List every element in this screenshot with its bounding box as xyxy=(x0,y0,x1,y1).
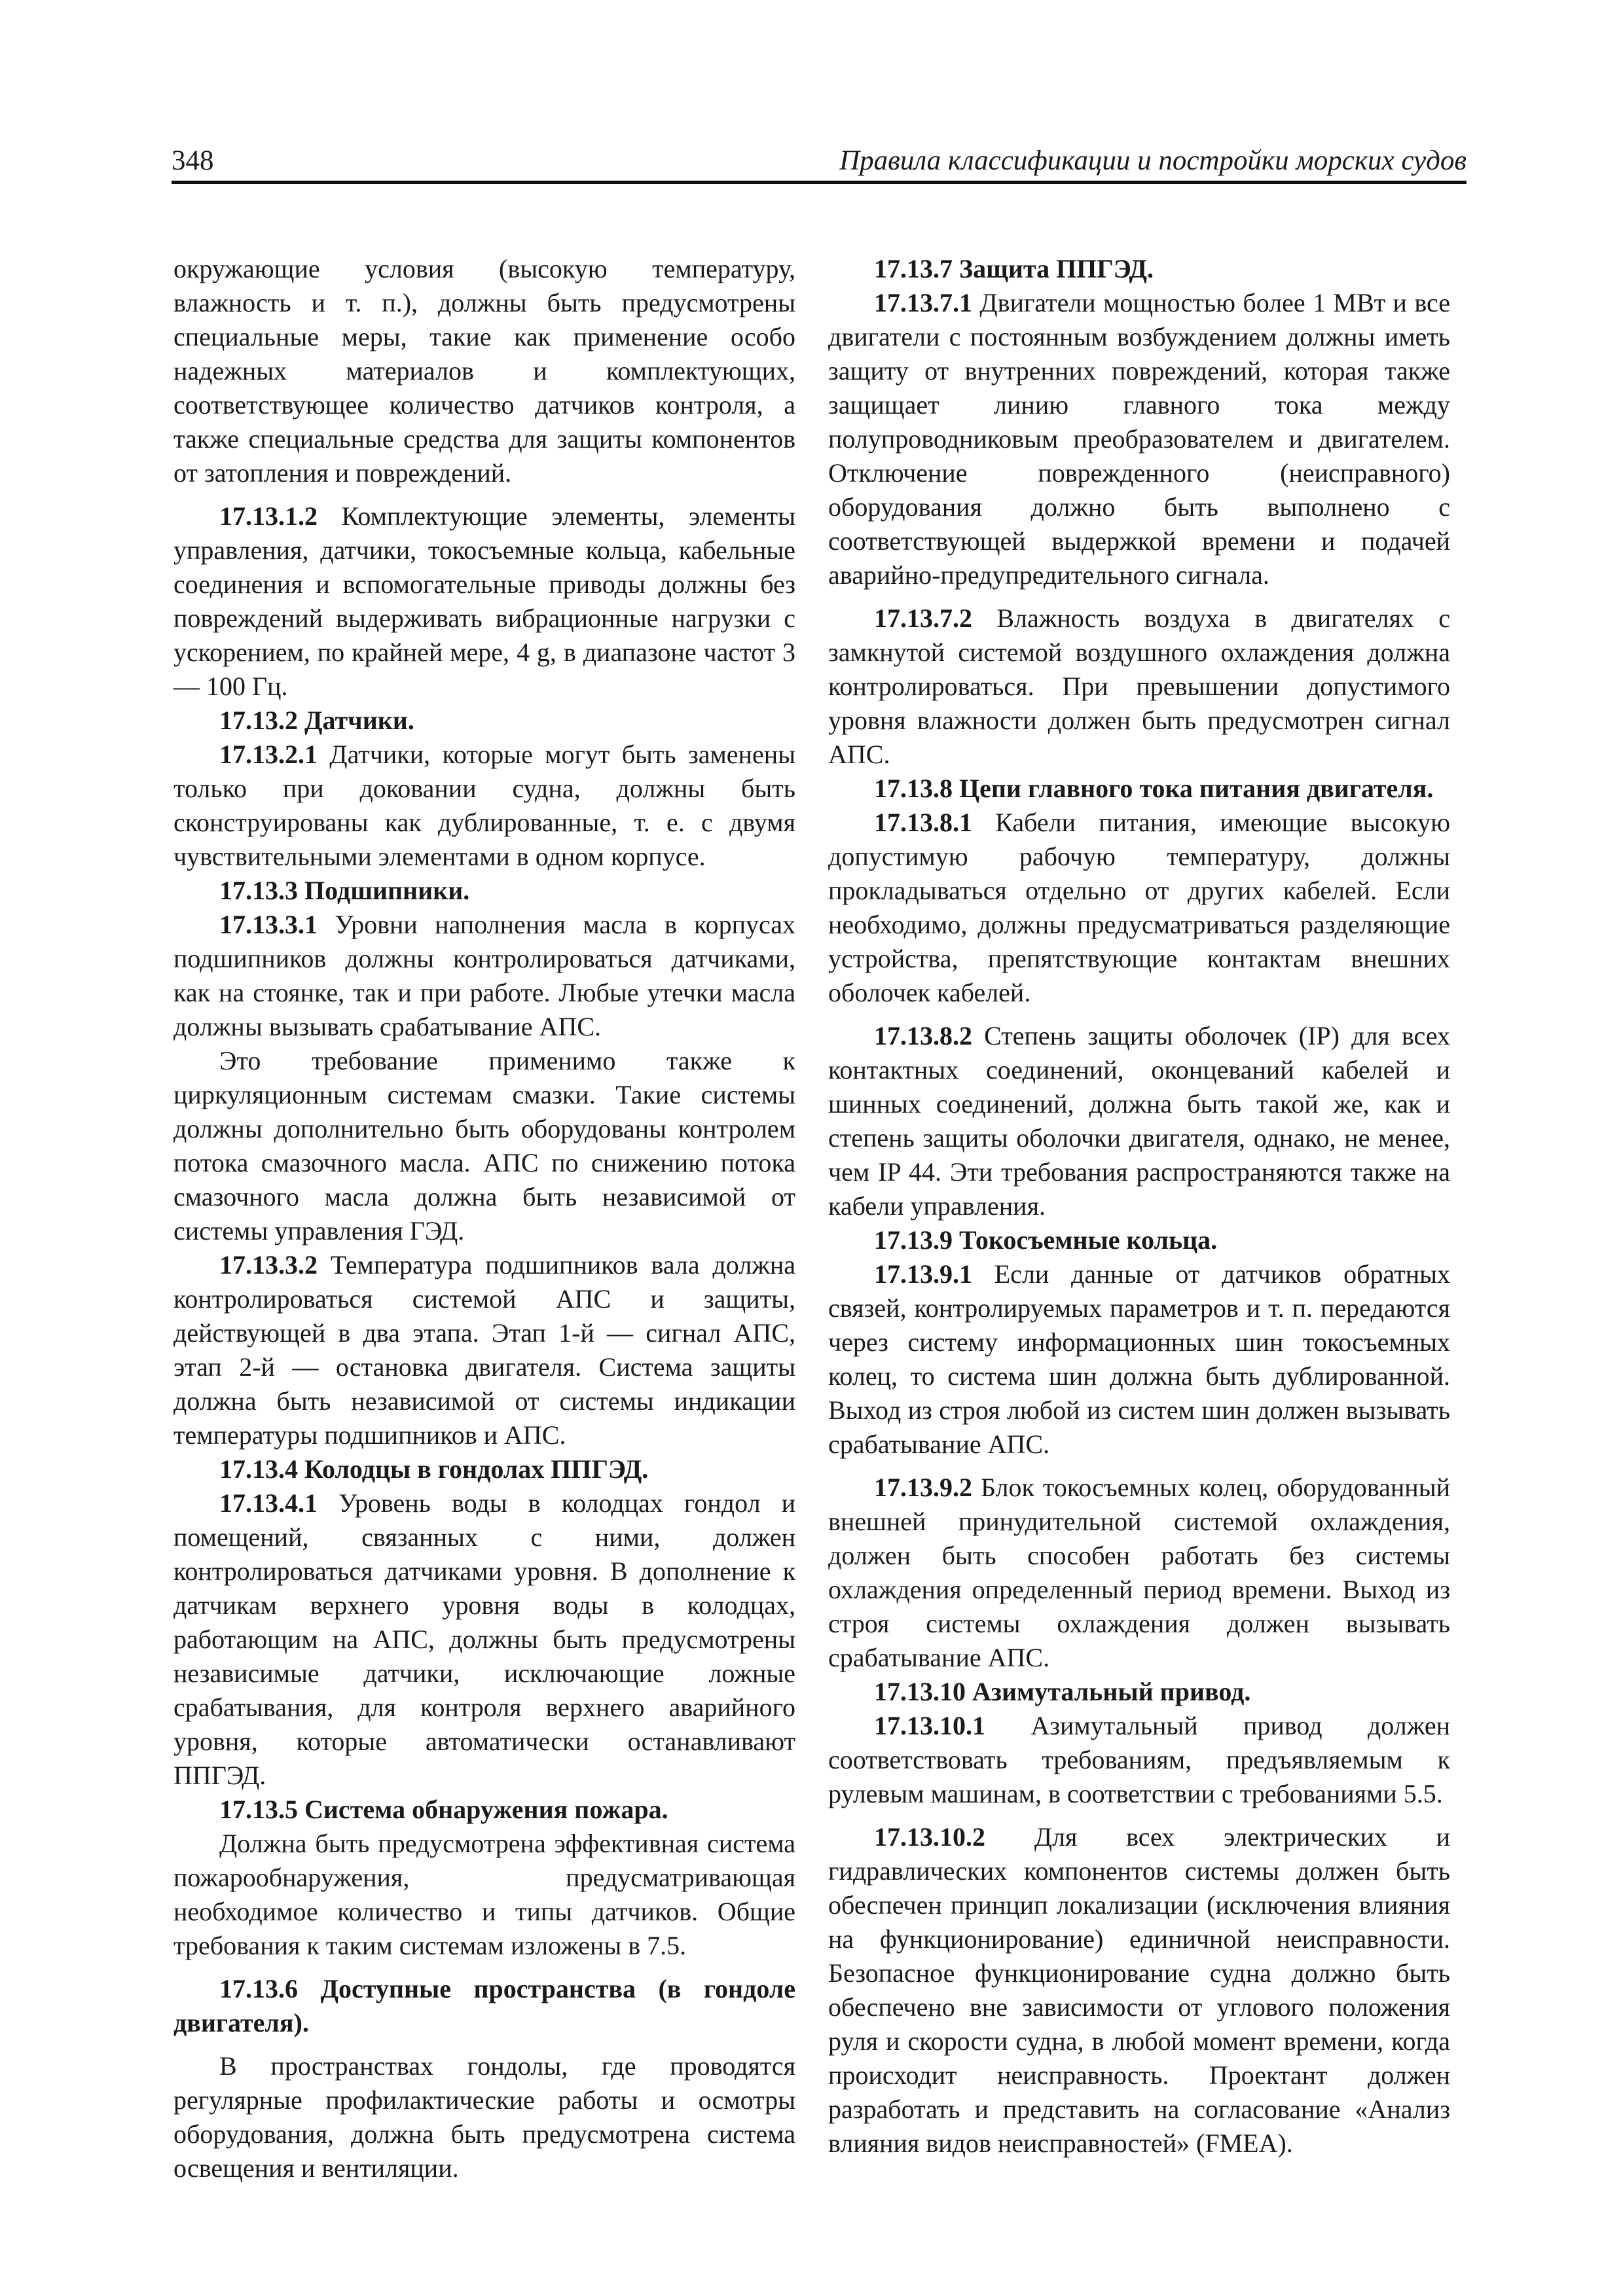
paragraph: 17.13.9.1 Если данные от датчиков обратных связей, контролируемых параметров и т. п. передаются через систему информационных шин токосъемных колец, то система шин должна быть дублированной. Выход из строя любой из систем шин должен вызывать срабатывание АПС. xyxy=(828,1259,1450,1459)
paragraph: Это требование применимо также к циркуляционным системам смазки. Такие системы должны дополнительно быть оборудованы контролем потока смазочного масла. АПС по снижению потока смазочного масла должна быть независимой от системы управления ГЭД. xyxy=(173,1046,795,1246)
paragraph: 17.13.10.2 Для всех электрических и гидравлических компонентов системы должен быть обеспечен принцип локализации (исключения влияния на функционирование) единичной неисправности. Безопасное функционирование судна должно быть обеспечено вне зависимости от углового положения руля и скорости судна, в любой момент времени, когда происходит неисправность. Проектант должен разработать и представить на согласование «Анализ влияния видов неисправностей» (FMEA). xyxy=(828,1822,1450,2158)
clause-number: 17.13.8.1 xyxy=(874,808,972,837)
clause-number: 17.13.3.1 xyxy=(219,910,318,939)
right-column xyxy=(828,252,1450,2161)
page-number: 348 xyxy=(172,145,214,176)
paragraph: окружающие условия (высокую температуру, влажность и т. п.), должны быть предусмотрены специальные меры, такие как применение особо надежных материалов и комплектующих, соответствующее количество датчиков контроля, а также специальные средства для защиты компонентов от затопления и повреждений. xyxy=(173,254,795,488)
running-title: Правила классификации и постройки морских судов xyxy=(839,145,1467,176)
paragraph: 17.13.9.2 Блок токосъемных колец, оборудованный внешней принудительной системой охлаждения, должен быть способен работать без системы охлаждения определенный период времени. Выход из строя системы охлаждения должен вызывать срабатывание АПС. xyxy=(828,1473,1450,1672)
clause-number: 17.13.10.1 xyxy=(874,1711,985,1740)
paragraph: Должна быть предусмотрена эффективная система пожарообнаружения, предусматривающая необходимое количество и типы датчиков. Общие требования к таким системам изложены в 7.5. xyxy=(173,1829,795,1960)
paragraph: 17.13.1.2 Комплектующие элементы, элементы управления, датчики, токосъемные кольца, кабельные соединения и вспомогательные приводы должны без повреждений выдерживать вибрационные нагрузки с ускорением, по крайней мере, 4 g, в диапазоне частот 3 — 100 Гц. xyxy=(173,501,795,701)
clause-number: 17.13.8.2 xyxy=(874,1021,972,1050)
paragraph: 17.13.4.1 Уровень воды в колодцах гондол и помещений, связанных с ними, должен контролироваться датчиками уровня. В дополнение к датчикам верхнего уровня воды в колодцах, работающим на АПС, должны быть предусмотрены независимые датчики, исключающие ложные срабатывания, для контроля верхнего аварийного уровня, которые автоматически останавливают ППГЭД. xyxy=(173,1488,795,1790)
section-heading: 17.13.6 Доступные пространства (в гондоле двигателя). xyxy=(173,1974,795,2037)
paragraph: 17.13.7.2 Влажность воздуха в двигателях с замкнутой системой воздушного охлаждения должна контролироваться. При превышении допустимого уровня влажности должен быть предусмотрен сигнал АПС. xyxy=(828,603,1450,769)
clause-number: 17.13.9.2 xyxy=(874,1473,972,1502)
paragraph: 17.13.8.1 Кабели питания, имеющие высокую допустимую рабочую температуру, должны прокладываться отдельно от других кабелей. Если необходимо, должны предусматриваться разделяющие устройства, препятствующие контактам внешних оболочек кабелей. xyxy=(828,808,1450,1007)
section-heading: 17.13.9 Токосъемные кольца. xyxy=(874,1225,1218,1255)
section-heading: 17.13.3 Подшипники. xyxy=(219,876,470,905)
paragraph: В пространствах гондолы, где проводятся регулярные профилактические работы и осмотры оборудования, должна быть предусмотрена система освещения и вентиляции. xyxy=(173,2051,795,2183)
paragraph: 17.13.8.2 Степень защиты оболочек (IP) для всех контактных соединений, оконцеваний кабелей и шинных соединений, должна быть такой же, как и степень защиты оболочки двигателя, однако, не менее, чем IP 44. Эти требования распространяются также на кабели управления. xyxy=(828,1021,1450,1221)
clause-number: 17.13.1.2 xyxy=(219,501,318,531)
paragraph: 17.13.10.1 Азимутальный привод должен соответствовать требованиям, предъявляемым к рулевым машинам, в соответствии с требованиями 5.5. xyxy=(828,1711,1450,1808)
paragraph: 17.13.2.1 Датчики, которые могут быть заменены только при доковании судна, должны быть сконструированы как дублированные, т. е. с двумя чувствительными элементами в одном корпусе. xyxy=(173,740,795,871)
clause-number: 17.13.4.1 xyxy=(219,1488,318,1518)
section-heading: 17.13.8 Цепи главного тока питания двигателя. xyxy=(874,774,1434,803)
clause-number: 17.13.7.1 xyxy=(874,288,972,317)
clause-number: 17.13.2.1 xyxy=(219,740,318,769)
paragraph: 17.13.3.1 Уровни наполнения масла в корпусах подшипников должны контролироваться датчиками, как на стоянке, так и при работе. Любые утечки масла должны вызывать срабатывание АПС. xyxy=(173,910,795,1041)
clause-number: 17.13.7.2 xyxy=(874,603,972,633)
section-heading: 17.13.2 Датчики. xyxy=(219,706,414,735)
section-heading: 17.13.5 Система обнаружения пожара. xyxy=(219,1795,668,1824)
paragraph: 17.13.3.2 Температура подшипников вала должна контролироваться системой АПС и защиты, действующей в два этапа. Этап 1-й — сигнал АПС, этап 2-й — остановка двигателя. Система защиты должна быть независимой от системы индикации температуры подшипников и АПС. xyxy=(173,1250,795,1450)
page-header xyxy=(172,143,1467,184)
paragraph: 17.13.7.1 Двигатели мощностью более 1 МВт и все двигатели с постоянным возбуждением должны иметь защиту от внутренних повреждений, которая также защищает линию главного тока между полупроводниковым преобразователем и двигателем. Отключение поврежденного (неисправного) оборудования должно быть выполнено с соответствующей выдержкой времени и подачей аварийно-предупредительного сигнала. xyxy=(828,288,1450,590)
clause-number: 17.13.10.2 xyxy=(874,1822,985,1852)
section-heading: 17.13.4 Колодцы в гондолах ППГЭД. xyxy=(219,1454,649,1484)
left-column xyxy=(173,252,795,2185)
clause-number: 17.13.9.1 xyxy=(874,1259,972,1289)
clause-number: 17.13.3.2 xyxy=(219,1250,318,1280)
section-heading: 17.13.7 Защита ППГЭД. xyxy=(874,254,1154,283)
section-heading: 17.13.10 Азимутальный привод. xyxy=(874,1677,1251,1706)
